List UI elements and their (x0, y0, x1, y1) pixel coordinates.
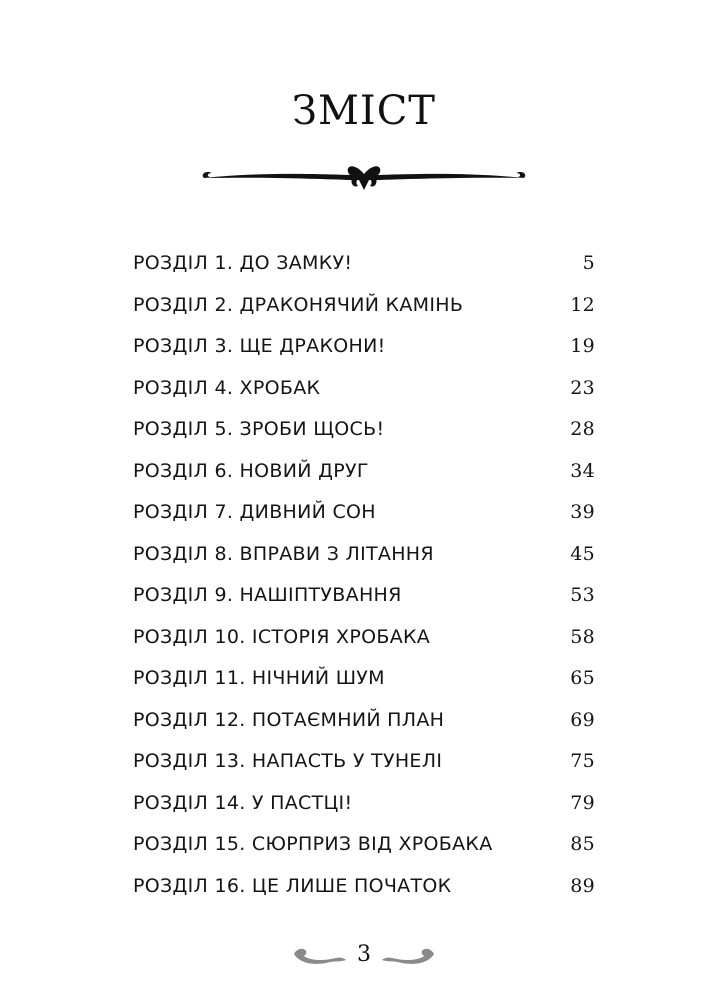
page-title: ЗМІСТ (292, 88, 436, 134)
toc-entry[interactable] (133, 667, 595, 709)
toc-entry[interactable] (133, 543, 595, 585)
toc-entry-title: РОЗДІЛ 12. ПОТАЄМНИЙ ПЛАН (133, 708, 445, 731)
toc-entry-title: РОЗДІЛ 8. ВПРАВИ З ЛІТАННЯ (133, 542, 434, 565)
toc-entry-page: 65 (570, 667, 595, 689)
toc-entry-title: РОЗДІЛ 1. ДО ЗАМКУ! (133, 252, 353, 274)
page-number: 3 (357, 942, 371, 967)
toc-entry[interactable] (133, 335, 595, 377)
toc-entry[interactable] (133, 584, 595, 626)
toc-entry-title: РОЗДІЛ 15. СЮРПРИЗ ВІД ХРОБАКА (133, 833, 493, 855)
toc-entry-title: РОЗДІЛ 5. ЗРОБИ ЩОСЬ! (133, 418, 385, 440)
toc-entry[interactable] (133, 626, 595, 668)
toc-entry[interactable] (133, 833, 595, 875)
toc-entry-title: РОЗДІЛ 4. ХРОБАК (133, 376, 321, 399)
page-footer (290, 940, 438, 974)
toc-entry-title: РОЗДІЛ 13. НАПАСТЬ У ТУНЕЛІ (133, 750, 443, 772)
toc-entry-page: 79 (570, 791, 595, 814)
toc-entry-title: РОЗДІЛ 14. У ПАСТЦІ! (133, 791, 353, 814)
toc-entry-page: 28 (570, 418, 595, 440)
toc-entry-page: 34 (570, 459, 595, 482)
toc-entry[interactable] (133, 418, 595, 460)
swirl-right-icon (380, 940, 438, 974)
toc-entry[interactable] (133, 377, 595, 419)
toc-entry-page: 53 (570, 584, 595, 606)
toc-entry-page: 58 (570, 625, 595, 648)
toc-entry-page: 85 (570, 833, 595, 855)
toc-entry[interactable] (133, 709, 595, 751)
toc-entry-title: РОЗДІЛ 9. НАШІПТУВАННЯ (133, 584, 402, 606)
toc-entry[interactable] (133, 875, 595, 917)
toc-entry[interactable] (133, 460, 595, 502)
table-of-contents (133, 252, 595, 916)
toc-entry[interactable] (133, 750, 595, 792)
toc-entry-title: РОЗДІЛ 3. ЩЕ ДРАКОНИ! (133, 335, 386, 357)
toc-entry-page: 89 (570, 874, 595, 897)
toc-entry-title: РОЗДІЛ 7. ДИВНИЙ СОН (133, 501, 376, 523)
toc-entry-title: РОЗДІЛ 10. ІСТОРІЯ ХРОБАКА (133, 625, 431, 648)
toc-entry-title: РОЗДІЛ 6. НОВИЙ ДРУГ (133, 459, 369, 482)
toc-entry-page: 23 (570, 376, 595, 399)
toc-entry-page: 75 (570, 750, 595, 772)
toc-entry-page: 39 (570, 501, 595, 523)
ornamental-flourish-divider-icon (200, 158, 528, 194)
toc-entry-title: РОЗДІЛ 11. НІЧНИЙ ШУМ (133, 667, 385, 689)
toc-entry-title: РОЗДІЛ 2. ДРАКОНЯЧИЙ КАМІНЬ (133, 293, 464, 316)
toc-entry-page: 19 (570, 335, 595, 357)
toc-entry[interactable] (133, 252, 595, 294)
toc-entry-page: 12 (570, 293, 595, 316)
toc-entry-title: РОЗДІЛ 16. ЦЕ ЛИШЕ ПОЧАТОК (133, 874, 452, 897)
toc-entry-page: 69 (570, 708, 595, 731)
toc-entry-page: 5 (582, 252, 595, 274)
swirl-left-icon (290, 940, 348, 974)
toc-entry[interactable] (133, 294, 595, 336)
toc-entry[interactable] (133, 792, 595, 834)
toc-entry[interactable] (133, 501, 595, 543)
toc-entry-page: 45 (570, 542, 595, 565)
